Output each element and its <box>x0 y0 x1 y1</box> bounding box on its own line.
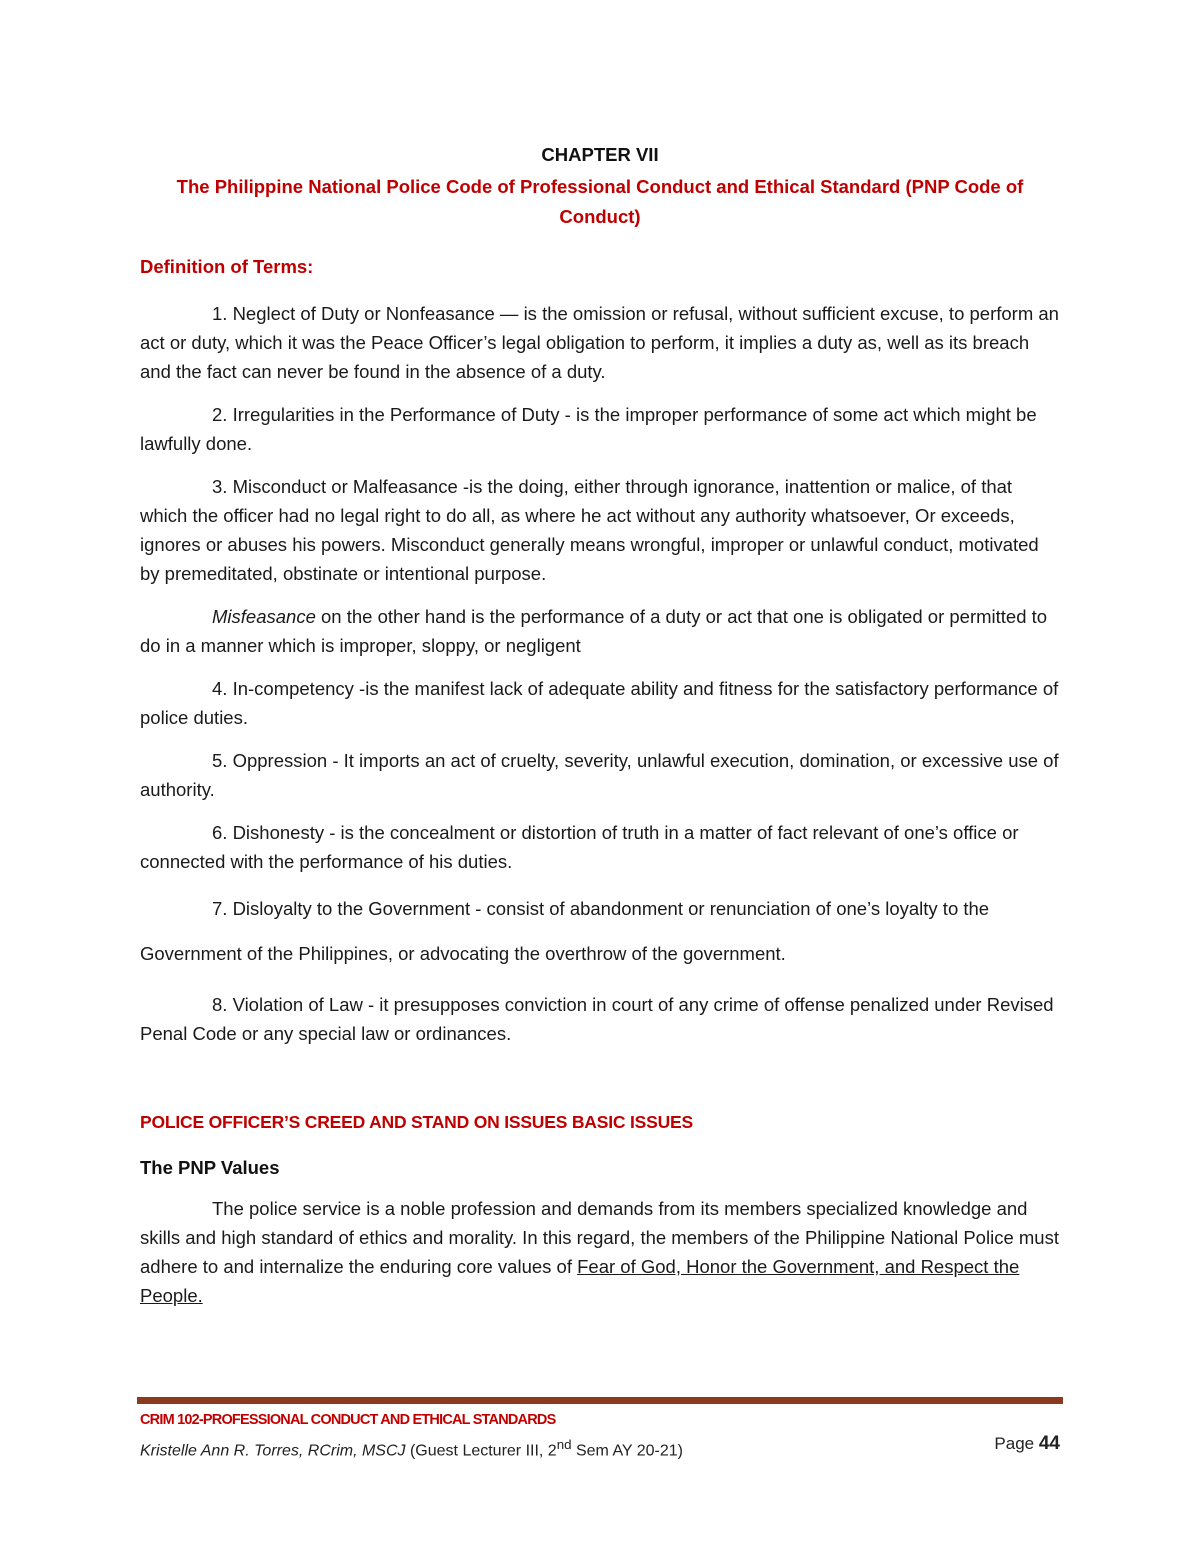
page-number <box>994 1432 1060 1456</box>
definition-item: 1. Neglect of Duty or Nonfeasance — is the omission or refusal, without sufficient excuse, to perform an act or duty, which it was the Peace Officer’s legal obligation to perform, it implies a duty as, well as its breach and the fact can never be found in the absence of a duty. <box>140 303 1059 382</box>
values-heading: The PNP Values <box>140 1157 280 1178</box>
page-label: Page <box>994 1434 1039 1453</box>
misfeasance-term: Misfeasance <box>212 606 316 627</box>
footer-author-line <box>140 1434 683 1462</box>
definition-item: 6. Dishonesty - is the concealment or distortion of truth in a matter of fact relevant of one’s office or connected with the performance of his duties. <box>140 822 1019 872</box>
definition-item: 3. Misconduct or Malfeasance -is the doing, either through ignorance, inattention or malice, of that which the officer had no legal right to do all, as where he act without any authority whatsoever, Or exceeds, ignores or abuses his powers. Misconduct generally means wrongful, improper or unlawful conduct, motivated by premeditated, obstinate or intentional purpose. <box>140 476 1039 584</box>
page-content <box>140 140 1060 1310</box>
definition-item: 8. Violation of Law - it presupposes conviction in court of any crime of offense penalized under Revised Penal Code or any special law or ordinances. <box>140 994 1054 1044</box>
core-values: Fear of God, Honor the Government, and Respect the People. <box>140 1256 1020 1306</box>
creed-heading: POLICE OFFICER’S CREED AND STAND ON ISSUES BASIC ISSUES <box>140 1112 693 1132</box>
definition-item: 2. Irregularities in the Performance of Duty - is the improper performance of some act which might be lawfully done. <box>140 404 1037 454</box>
footer-author-name: Kristelle Ann R. Torres, RCrim, MSCJ <box>140 1442 406 1460</box>
footer-role-prefix: (Guest Lecturer III, 2 <box>405 1442 557 1460</box>
footer-role-suffix: Sem AY 20-21) <box>571 1442 683 1460</box>
chapter-label: CHAPTER VII <box>541 144 659 165</box>
misfeasance-paragraph <box>140 602 1060 660</box>
chapter-title: The Philippine National Police Code of Professional Conduct and Ethical Standard (PNP Code of Conduct) <box>176 176 1024 227</box>
page-number-value: 44 <box>1038 1433 1060 1454</box>
footer-divider <box>137 1397 1063 1404</box>
footer-course-title: CRIM 102-PROFESSIONAL CONDUCT AND ETHICAL STANDARDS <box>140 1412 556 1428</box>
definition-item: 4. In-competency -is the manifest lack of adequate ability and fitness for the satisfactory performance of police duties. <box>140 678 1059 728</box>
footer-role-sup: nd <box>556 1437 572 1452</box>
misfeasance-text: on the other hand is the performance of a duty or act that one is obligated or permitted to do in a manner which is improper, sloppy, or negligent <box>140 606 1048 656</box>
definitions-heading: Definition of Terms: <box>140 256 314 277</box>
definition-item: 7. Disloyalty to the Government - consist of abandonment or renunciation of one’s loyalty to the Government of the Philippines, or advocating the overthrow of the government. <box>140 898 990 964</box>
values-text: The police service is a noble profession and demands from its members specialized knowledge and skills and high standard of ethics and morality. In this regard, the members of the Philippine National Police must adhere to and internalize the enduring core values of <box>140 1198 1059 1277</box>
definition-item: 5. Oppression - It imports an act of cruelty, severity, unlawful execution, domination, or excessive use of authority. <box>140 750 1059 800</box>
values-paragraph <box>140 1194 1060 1310</box>
